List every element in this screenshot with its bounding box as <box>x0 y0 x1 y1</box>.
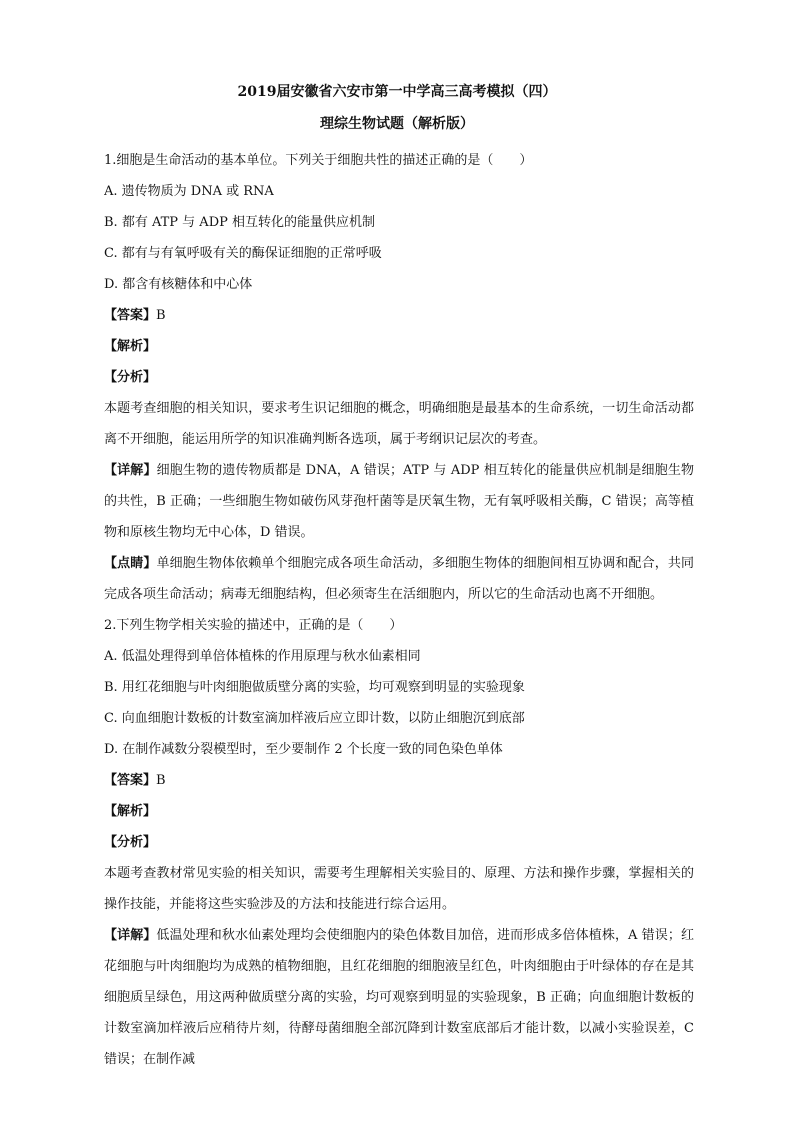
q1-option-a: A. 遗传物质为 DNA 或 RNA <box>104 184 274 199</box>
q2-fenxi-tag: 【分析】 <box>104 835 157 850</box>
q2-answer-value: B <box>156 773 166 788</box>
q1-detail-text: 细胞生物的遗传物质都是 DNA，A 错误；ATP 与 ADP 相互转化的能量供应机制是细胞生物的共性，B 正确；一些细胞生物如破伤风芽孢杆菌等是厌氧生物，无有氧呼吸相关酶，C 错误；高等植物和原核生物均无中心体，D 错误。 <box>104 463 694 540</box>
q1-stem: 1.细胞是生命活动的基本单位。下列关于细胞共性的描述正确的是（ ） <box>104 153 533 168</box>
q1-note-text: 单细胞生物体依赖单个细胞完成各项生命活动，多细胞生物体的细胞间相互协调和配合，共同完成各项生命活动；病毒无细胞结构，但必须寄生在活细胞内，所以它的生命活动也离不开细胞。 <box>104 556 694 602</box>
q1-detail-tag: 【详解】 <box>104 463 157 478</box>
document-title: 2019届安徽省六安市第一中学高三高考模拟（四） <box>237 84 557 100</box>
document-body <box>104 145 694 1075</box>
q2-detail <box>104 920 694 1075</box>
q1-fenxi-tag: 【分析】 <box>104 370 157 385</box>
q2-option-c: C. 向血细胞计数板的计数室滴加样液后应立即计数，以防止细胞沉到底部 <box>104 711 525 726</box>
q1-note <box>104 548 694 610</box>
q1-option-c: C. 都有与有氧呼吸有关的酶保证细胞的正常呼吸 <box>104 246 382 261</box>
q2-answer-tag: 【答案】 <box>104 773 157 788</box>
q1-option-b: B. 都有 ATP 与 ADP 相互转化的能量供应机制 <box>104 215 376 230</box>
q2-detail-text: 低温处理和秋水仙素处理均会使细胞内的染色体数目加倍，进而形成多倍体植株，A 错误；红花细胞与叶肉细胞均为成熟的植物细胞，且红花细胞的细胞液呈红色，叶肉细胞由于叶绿体的存在是其细胞质呈绿色，用这两种做质壁分离的实验，均可观察到明显的实验现象，B 正确；向血细胞计数板的计数室滴加样液后应稍待片刻，待酵母菌细胞全部沉降到计数室底部后才能计数，以减小实验误差，C 错误；在制作减 <box>104 928 694 1067</box>
q1-answer-tag: 【答案】 <box>104 308 157 323</box>
q2-stem: 2.下列生物学相关实验的描述中，正确的是（ ） <box>104 618 403 633</box>
q1-answer-value: B <box>156 308 166 323</box>
q2-option-b: B. 用红花细胞与叶肉细胞做质壁分离的实验，均可观察到明显的实验现象 <box>104 680 525 695</box>
q1-option-d: D. 都含有核糖体和中心体 <box>104 277 253 292</box>
q2-fenxi-text: 本题考查教材常见实验的相关知识，需要考生理解相关实验目的、原理、方法和操作步骤，掌握相关的操作技能，并能将这些实验涉及的方法和技能进行综合运用。 <box>104 866 694 912</box>
q1-fenxi-text: 本题考查细胞的相关知识，要求考生识记细胞的概念，明确细胞是最基本的生命系统，一切生命活动都离不开细胞，能运用所学的知识准确判断各选项，属于考纲识记层次的考查。 <box>104 401 694 447</box>
q2-detail-tag: 【详解】 <box>104 928 157 943</box>
q1-detail <box>104 455 694 548</box>
q2-analysis-tag: 【解析】 <box>104 804 157 819</box>
q1-note-tag: 【点睛】 <box>104 556 157 571</box>
q1-analysis-tag: 【解析】 <box>104 339 157 354</box>
q1-answer <box>104 300 694 331</box>
q2-answer <box>104 765 694 796</box>
document-subtitle: 理综生物试题（解析版） <box>320 116 474 132</box>
q2-option-d: D. 在制作减数分裂模型时，至少要制作 2 个长度一致的同色染色单体 <box>104 742 503 757</box>
q2-option-a: A. 低温处理得到单倍体植株的作用原理与秋水仙素相同 <box>104 649 421 664</box>
